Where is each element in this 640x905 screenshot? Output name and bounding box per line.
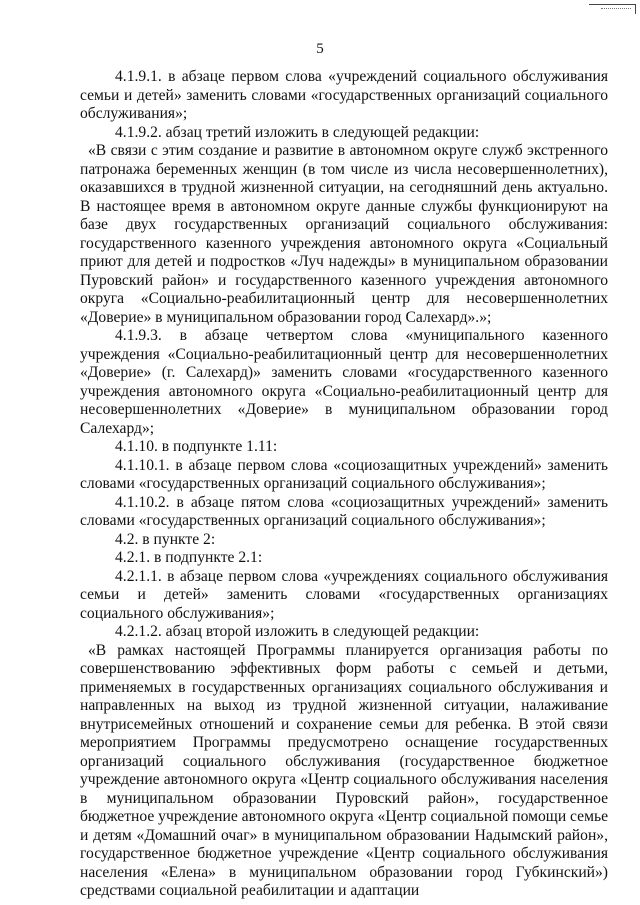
paragraph-4-1-10-1: 4.1.10.1. в абзаце первом слова «социозащитных учреждений» заменить словами «государственных организаций социального обслуживания»; [80,456,608,492]
paragraph-4-1-9-1: 4.1.9.1. в абзаце первом слова «учреждений социального обслуживания семьи и детей» заменить словами «государственных организаций социального обслуживания»; [80,68,608,122]
paragraph-4-1-9-3: 4.1.9.3. в абзаце четвертом слова «муниципального казенного учреждения «Социально-реабилитационный центр для несовершеннолетних «Доверие» (г. Салехард)» заменить словами «государственного казенного учреждения автономного округа «Социально-реабилитационный центр для несовершеннолетних «Доверие» в муниципальном образовании город Салехард»; [80,327,608,437]
page-number: 5 [316,41,324,57]
document-body [80,68,608,901]
paragraph-4-2-1-1: 4.2.1.1. в абзаце первом слова «учреждениях социального обслуживания семьи и детей» заменить словами «государственных организациях социального обслуживания»; [80,567,608,622]
paragraph-4-1-9-2: 4.1.9.2. абзац третий изложить в следующей редакции: [115,123,480,141]
paragraph-4-1-10-2: 4.1.10.2. в абзаце пятом слова «социозащитных учреждений» заменить словами «государственных организаций социального обслуживания»; [80,493,608,529]
paragraph-4-2-1-2: 4.2.1.2. абзац второй изложить в следующей редакции: [115,623,480,640]
quoted-paragraph-second-abzac: «В рамках настоящей Программы планируется организация работы по совершенствованию эффективных форм работы с семьей и детьми, применяемых в государственных организациях социального обслуживания и направленных на выход из трудной жизненной ситуации, налаживание внутрисемейных отношений и сохранение семьи для ребенка. В этой связи мероприятием Программы предусмотрено оснащение государственных организаций социального обслуживания (государственное бюджетное учреждение автономного округа «Центр социального обслуживания населения в муниципальном образовании Пуровский район», государственное бюджетное учреждение автономного округа «Центр социальной помощи семье и детям «Домашний очаг» в муниципальном образовании Надымский район», государственное бюджетное учреждение «Центр социального обслуживания населения «Елена» в муниципальном образовании город Губкинский») средствами социальной реабилитации и адаптации [80,641,608,899]
paragraph-4-1-10: 4.1.10. в подпункте 1.11: [115,438,278,455]
quoted-paragraph-third-abzac: «В связи с этим создание и развитие в автономном округе служб экстренного патронажа беременных женщин (в том числе из числа несовершеннолетних), оказавшихся в трудной жизненной ситуации, на сегодняшний день актуально. В настоящее время в автономном округе данные службы функционируют на базе двух государственных организаций социального обслуживания: государственного казенного учреждения автономного округа «Социальный приют для детей и подростков «Луч надежды» в муниципальном образовании Пуровский район» и государственного казенного учреждения автономного округа «Социально-реабилитационный центр для несовершеннолетних «Доверие» в муниципальном образовании город Салехард».»; [80,142,608,326]
paragraph-4-2-1: 4.2.1. в подпункте 2.1: [115,549,263,566]
paragraph-4-2: 4.2. в пункте 2: [115,530,216,548]
scan-corner-mark [589,4,636,14]
